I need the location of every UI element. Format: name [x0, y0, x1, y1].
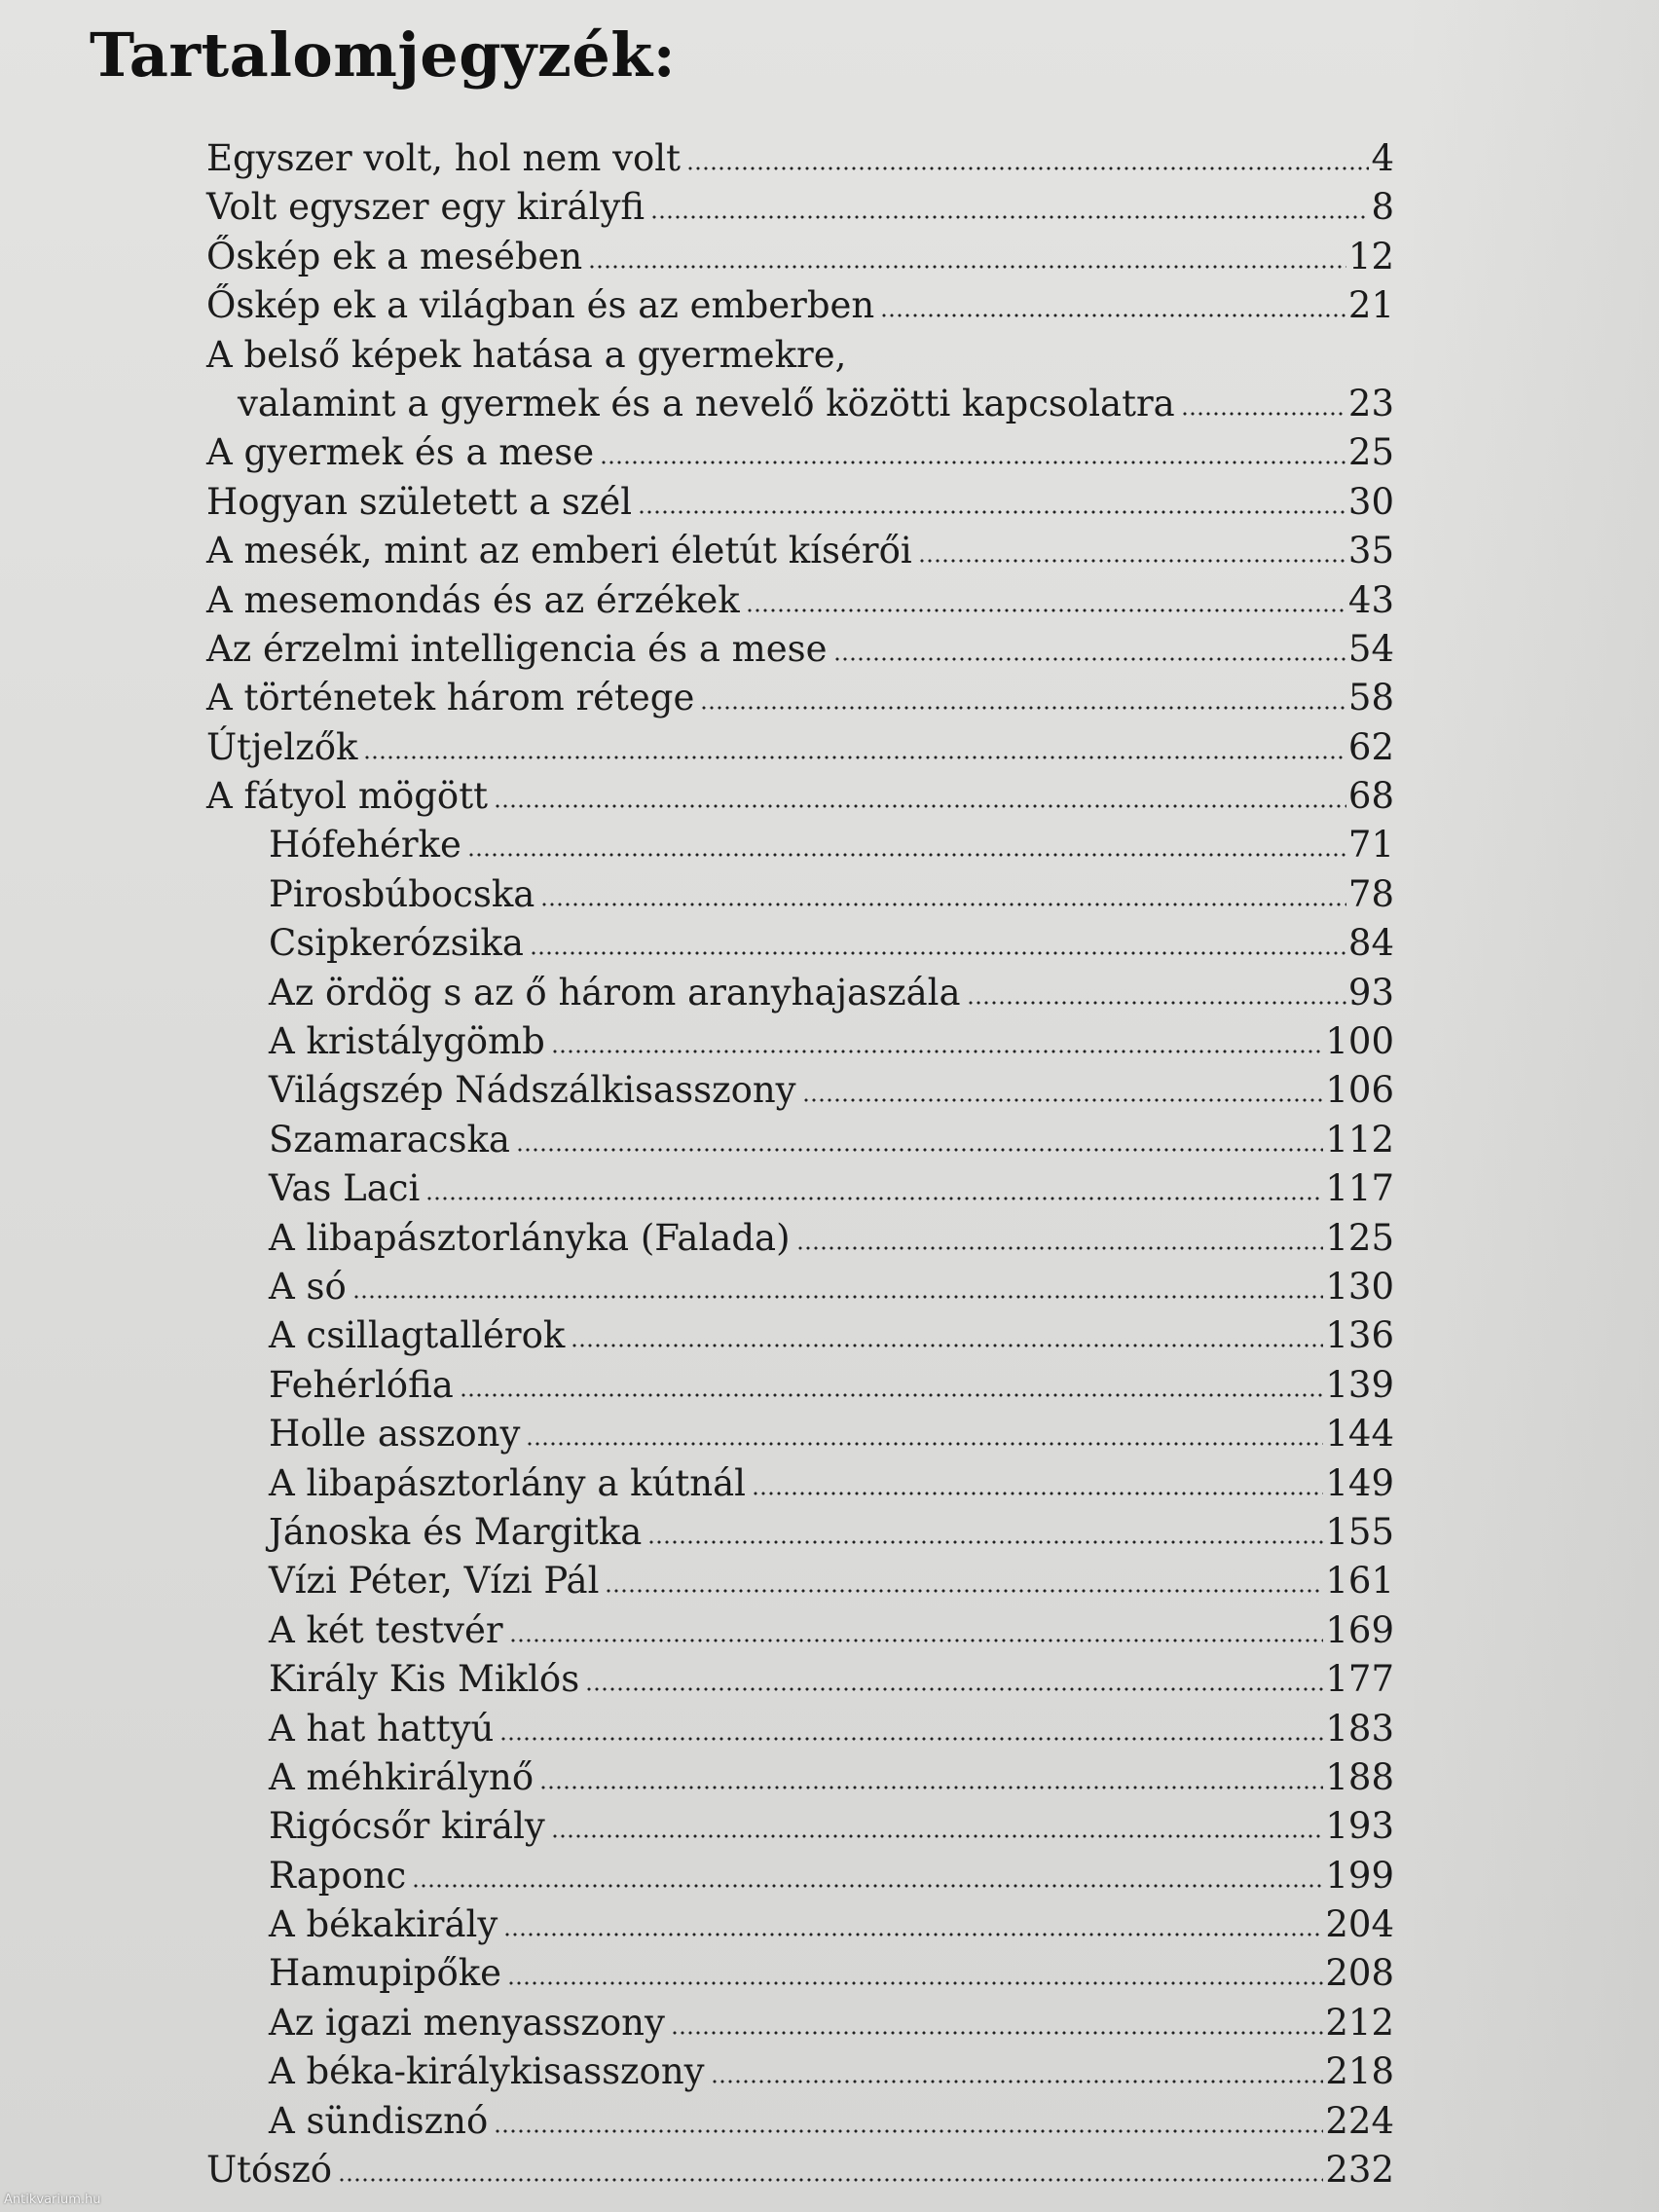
toc-entry: [206, 969, 1394, 1017]
toc-entry-page-number: 30: [1347, 480, 1394, 523]
dot-leader: [425, 1197, 1323, 1200]
dot-leader: [918, 559, 1346, 563]
toc-entry: [206, 183, 1394, 232]
toc-entry-title: Az ördög s az ő három aranyhajaszála: [269, 971, 961, 1014]
toc-entry: [206, 723, 1394, 772]
dot-leader: [551, 1834, 1324, 1838]
toc-entry: [206, 1214, 1394, 1263]
toc-entry-page-number: 188: [1325, 1755, 1394, 1798]
toc-entry-title: Fehérlófia: [269, 1363, 454, 1406]
watermark: Antikvarium.hu: [4, 2193, 101, 2207]
toc-entry: [206, 1459, 1394, 1508]
toc-entry-title: Király Kis Miklós: [269, 1658, 580, 1701]
toc-entry-page-number: 204: [1325, 1903, 1394, 1946]
toc-entry: [206, 772, 1394, 821]
toc-entry-title: Az érzelmi intelligencia és a mese: [206, 627, 828, 670]
dot-leader: [499, 1737, 1323, 1741]
toc-entry: [206, 674, 1394, 722]
toc-entry-title: Szamaracska: [269, 1118, 510, 1161]
toc-entry: [206, 1311, 1394, 1360]
toc-entry-title: A mesék, mint az emberi életút kísérői: [206, 530, 912, 572]
dot-leader: [571, 1344, 1323, 1347]
dot-leader: [551, 1050, 1324, 1053]
toc-entry: [206, 1852, 1394, 1900]
toc-entry: [206, 1116, 1394, 1164]
toc-entry-title: A libapásztorlány a kútnál: [269, 1461, 746, 1504]
toc-entry-title: Egyszer volt, hol nem volt: [206, 137, 681, 179]
toc-entry-title: A sündisznó: [269, 2099, 489, 2142]
toc-entry-page-number: 144: [1325, 1413, 1394, 1456]
toc-entry-title: A béka-királykisasszony: [269, 2050, 705, 2093]
dot-leader: [671, 2031, 1323, 2035]
toc-entry-page-number: 84: [1347, 922, 1394, 965]
toc-entry-page-number: 212: [1325, 2001, 1394, 2044]
dot-leader: [412, 1884, 1323, 1888]
dot-leader: [503, 1933, 1323, 1936]
toc-entry: [206, 1017, 1394, 1066]
toc-entry-page-number: 68: [1347, 775, 1394, 818]
toc-entry-page-number: 100: [1325, 1020, 1394, 1063]
toc-entry: [206, 1361, 1394, 1410]
toc-entry-title: Világszép Nádszálkisasszony: [269, 1069, 796, 1112]
dot-leader: [796, 1246, 1324, 1250]
toc-entry: [206, 478, 1394, 527]
dot-leader: [516, 1148, 1323, 1152]
toc-entry: [206, 821, 1394, 869]
dot-leader: [352, 1295, 1324, 1299]
dot-leader: [746, 608, 1346, 612]
page-title: Tartalomjegyzék:: [90, 19, 677, 91]
toc-entry: [206, 1164, 1394, 1213]
toc-entry: [206, 1557, 1394, 1605]
dot-leader: [605, 1589, 1323, 1593]
toc-entry: [206, 1263, 1394, 1311]
toc-entry: [206, 233, 1394, 281]
toc-entry-page-number: 58: [1347, 677, 1394, 719]
toc-entry-title: Őskép ek a mesében: [206, 235, 583, 277]
toc-entry-page-number: 93: [1347, 971, 1394, 1014]
toc-entry-title: A csillagtallérok: [269, 1314, 566, 1357]
toc-entry-page-number: 161: [1325, 1560, 1394, 1603]
toc-entry-page-number: 125: [1325, 1216, 1394, 1259]
dot-leader: [494, 804, 1346, 808]
toc-entry-title: Holle asszony: [269, 1413, 521, 1456]
toc-entry-title: A kristálygömb: [269, 1020, 545, 1063]
toc-entry-title: A hat hattyú: [269, 1707, 495, 1750]
toc-entry-title: Vas Laci: [269, 1167, 421, 1210]
toc-entry-title: Őskép ek a világban és az emberben: [206, 284, 875, 327]
dot-leader: [588, 265, 1346, 269]
dot-leader: [363, 756, 1346, 759]
toc-entry: [206, 2047, 1394, 2096]
toc-entry-page-number: 177: [1325, 1658, 1394, 1701]
dot-leader: [460, 1393, 1324, 1397]
toc-entry: [206, 1410, 1394, 1458]
toc-entry-page-number: 117: [1325, 1167, 1394, 1210]
toc-entry: [206, 134, 1394, 183]
dot-leader: [539, 1786, 1323, 1789]
toc-entry-page-number: 155: [1325, 1510, 1394, 1553]
dot-leader: [647, 1540, 1323, 1544]
toc-entry: [206, 281, 1394, 330]
toc-entry-title: A történetek három rétege: [206, 677, 695, 719]
toc-entry-page-number: 232: [1325, 2149, 1394, 2192]
toc-entry-title: A só: [269, 1265, 347, 1308]
toc-entry-title: valamint a gyermek és a nevelő közötti kapcsolatra: [238, 382, 1175, 424]
dot-leader: [509, 1639, 1324, 1642]
toc-entry-page-number: 224: [1325, 2099, 1394, 2142]
toc-entry: [206, 576, 1394, 625]
toc-entry-title: A belső képek hatása a gyermekre,: [206, 333, 847, 376]
toc-entry: [206, 1508, 1394, 1557]
toc-entry-page-number: 218: [1325, 2050, 1394, 2093]
toc-entry-title: Jánoska és Margitka: [269, 1510, 643, 1553]
toc-entry-title: Hamupipőke: [269, 1952, 502, 1995]
toc-entry: [206, 1900, 1394, 1949]
toc-entry-title: A békakirály: [269, 1903, 498, 1946]
toc-entry: [206, 331, 1394, 380]
toc-entry-page-number: 208: [1325, 1952, 1394, 1995]
toc-entry-title: A fátyol mögött: [206, 775, 488, 818]
toc-entry-page-number: 43: [1347, 578, 1394, 621]
toc-entry-page-number: 106: [1325, 1069, 1394, 1112]
toc-entry-page-number: 112: [1325, 1118, 1394, 1161]
toc-entry-page-number: 25: [1347, 431, 1394, 474]
dot-leader: [700, 706, 1346, 710]
toc-entry-title: A gyermek és a mese: [206, 431, 595, 474]
toc-entry-title: Csipkerózsika: [269, 922, 524, 965]
dot-leader: [494, 2129, 1323, 2133]
toc-entry-page-number: 199: [1325, 1854, 1394, 1897]
table-of-contents: [206, 134, 1394, 2194]
toc-entry-title: Hogyan született a szél: [206, 480, 633, 523]
toc-entry-title: Utószó: [206, 2149, 333, 2192]
dot-leader: [967, 1001, 1346, 1005]
toc-entry-page-number: 62: [1347, 725, 1394, 768]
toc-entry-page-number: 12: [1347, 235, 1394, 277]
dot-leader: [711, 2080, 1324, 2083]
dot-leader: [585, 1687, 1323, 1691]
dot-leader: [507, 1981, 1323, 1985]
dot-leader: [802, 1098, 1324, 1102]
toc-entry-page-number: 136: [1325, 1314, 1394, 1357]
toc-entry: [206, 1753, 1394, 1802]
dot-leader: [338, 2178, 1323, 2182]
toc-entry: [206, 428, 1394, 477]
toc-entry-title: Volt egyszer egy királyfi: [206, 186, 645, 229]
toc-entry-page-number: 130: [1325, 1265, 1394, 1308]
toc-entry: [206, 919, 1394, 968]
toc-entry-page-number: 4: [1371, 137, 1394, 179]
dot-leader: [638, 510, 1346, 514]
dot-leader: [530, 951, 1346, 955]
toc-entry-page-number: 183: [1325, 1707, 1394, 1750]
toc-entry-page-number: 8: [1371, 186, 1394, 229]
dot-leader: [467, 853, 1346, 857]
toc-entry-title: A két testvér: [269, 1608, 503, 1651]
dot-leader: [540, 903, 1346, 906]
toc-entry-page-number: 169: [1325, 1608, 1394, 1651]
toc-entry: [206, 527, 1394, 575]
toc-entry: [206, 2146, 1394, 2194]
toc-entry-title: Az igazi menyasszony: [269, 2001, 665, 2044]
toc-entry: [206, 1949, 1394, 1998]
toc-entry: [206, 380, 1394, 428]
toc-entry-title: Vízi Péter, Vízi Pál: [269, 1560, 600, 1603]
toc-entry-title: A méhkirálynő: [269, 1755, 535, 1798]
toc-entry: [206, 2097, 1394, 2146]
dot-leader: [880, 313, 1346, 317]
toc-entry-title: Rigócsőr király: [269, 1805, 545, 1848]
toc-entry: [206, 1999, 1394, 2047]
dot-leader: [752, 1492, 1323, 1495]
toc-entry-title: A libapásztorlányka (Falada): [269, 1216, 791, 1259]
toc-entry: [206, 1655, 1394, 1704]
toc-entry-page-number: 149: [1325, 1461, 1394, 1504]
toc-entry-title: Pirosbúbocska: [269, 872, 535, 915]
toc-entry-page-number: 35: [1347, 530, 1394, 572]
dot-leader: [650, 215, 1369, 219]
toc-entry: [206, 870, 1394, 919]
toc-entry: [206, 1802, 1394, 1851]
toc-entry: [206, 1066, 1394, 1115]
toc-entry-title: Útjelzők: [206, 725, 358, 768]
toc-entry: [206, 1606, 1394, 1655]
toc-entry-page-number: 139: [1325, 1363, 1394, 1406]
toc-entry-title: Hófehérke: [269, 824, 461, 866]
toc-entry-page-number: 21: [1347, 284, 1394, 327]
toc-entry-page-number: 78: [1347, 872, 1394, 915]
dot-leader: [686, 166, 1369, 170]
toc-entry: [206, 1705, 1394, 1753]
toc-entry-page-number: 54: [1347, 627, 1394, 670]
dot-leader: [526, 1442, 1323, 1446]
toc-entry-title: Raponc: [269, 1854, 407, 1897]
dot-leader: [833, 657, 1346, 661]
toc-entry-page-number: 71: [1347, 824, 1394, 866]
toc-entry-page-number: 193: [1325, 1805, 1394, 1848]
dot-leader: [1181, 412, 1346, 416]
toc-entry: [206, 625, 1394, 674]
toc-entry-title: A mesemondás és az érzékek: [206, 578, 740, 621]
page-shadow: [1406, 0, 1659, 2212]
toc-entry-page-number: 23: [1347, 382, 1394, 424]
dot-leader: [600, 461, 1346, 464]
